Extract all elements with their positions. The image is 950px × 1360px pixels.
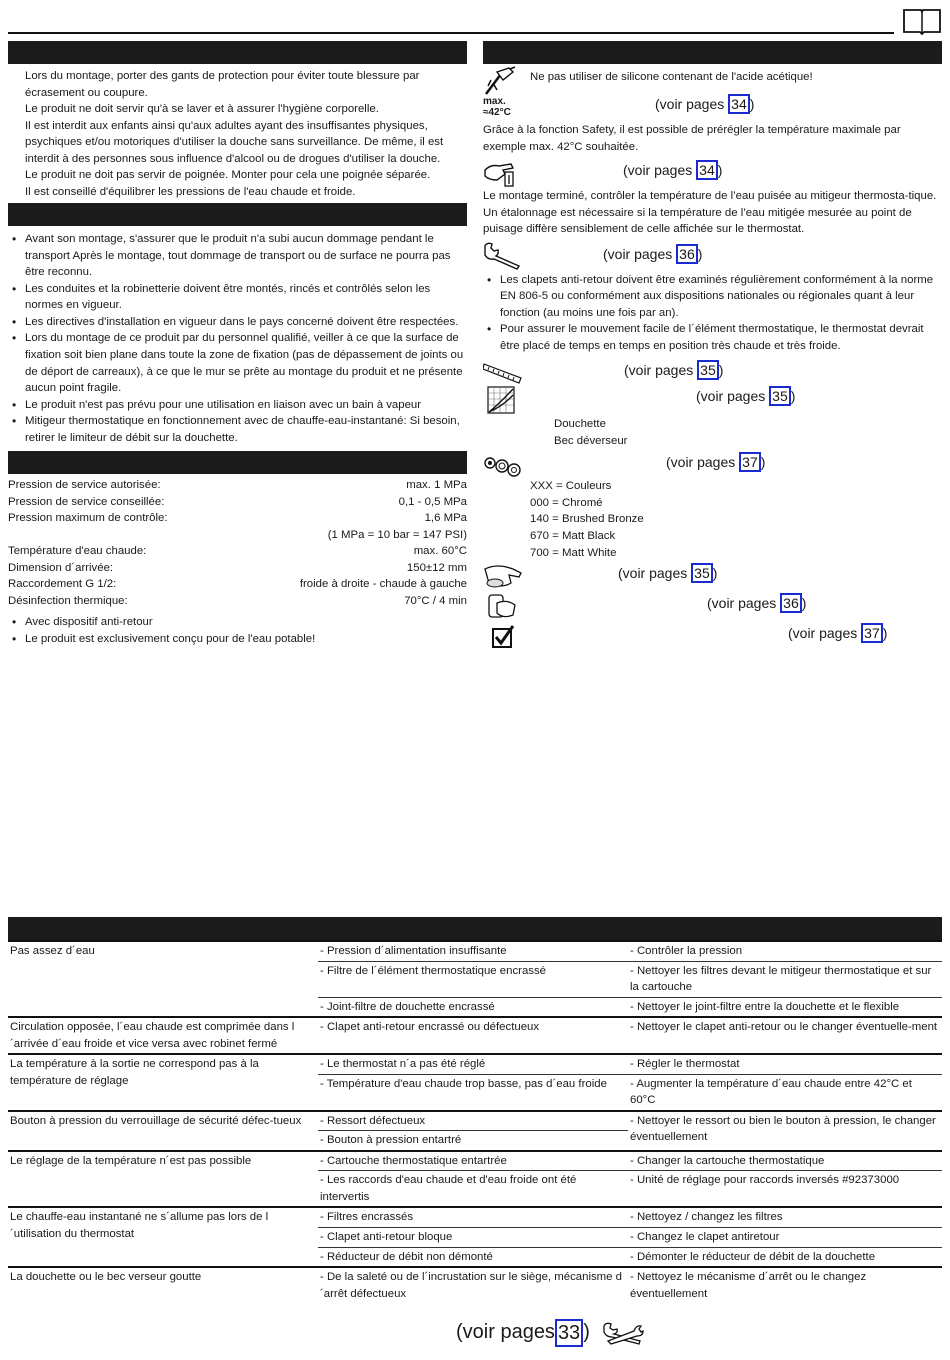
remedy-cell: - Contrôler la pression xyxy=(628,941,942,961)
color-code-row xyxy=(530,495,942,512)
color-code-row xyxy=(530,511,942,528)
color-code: XXX xyxy=(530,480,553,493)
tech-row xyxy=(8,477,467,494)
safety-note: Le produit ne doit servir qu'à se laver et à assurer l'hygiène corporelle. xyxy=(25,103,379,116)
safety-note: Il est conseillé d'équilibrer les pressions de l'eau chaude et froide. xyxy=(25,185,356,198)
silicone-text: Ne pas utiliser de silicone contenant de l'acide acétique! xyxy=(530,71,813,83)
troubleshooting-section xyxy=(8,917,942,1303)
bottom-page-ref[interactable]: (voir pages 33 ) xyxy=(456,1318,644,1347)
flow-ref-row xyxy=(483,390,942,418)
table-row xyxy=(8,941,942,961)
test-ref-row xyxy=(483,623,942,653)
remedy-cell: - Nettoyer le ressort ou bien le bouton à pression, le changer éventuellement xyxy=(628,1111,942,1151)
book-icon xyxy=(902,6,942,36)
fault-cell: La température à la sortie ne correspond pas à la température de réglage xyxy=(8,1054,318,1111)
fault-cell: Le réglage de la température n´est pas possible xyxy=(8,1151,318,1208)
calib-page-ref[interactable]: (voir pages 34 ) xyxy=(623,162,723,179)
technical-data xyxy=(8,477,467,609)
fault-cell: La douchette ou le bec verseur goutte xyxy=(8,1267,318,1303)
tech-label: Désinfection thermique: xyxy=(8,594,128,607)
table-row xyxy=(8,1017,942,1054)
clean-page-ref[interactable]: (voir pages 35 ) xyxy=(618,565,718,582)
tech-value: max. 1 MPa xyxy=(406,479,467,492)
maint-bullet: • Les clapets anti-retour doivent être examinés régulièrement conformément à la norme EN 806-5 ou conformément aux dispositions nationales ou régionales quant à leur fonction (au moins une fois par an). xyxy=(500,272,942,322)
cause-cell: - Filtre de l´élément thermostatique encrassé xyxy=(318,961,628,997)
tech-value: max. 60°C xyxy=(413,545,467,558)
tech-row xyxy=(8,494,467,511)
calib-ref-row xyxy=(483,160,942,188)
color-codes xyxy=(483,478,942,561)
cause-cell: - Le thermostat n´a pas été réglé xyxy=(318,1054,628,1074)
cause-cell: - Clapet anti-retour bloque xyxy=(318,1227,628,1247)
tech-value: froide à droite - chaude à gauche xyxy=(299,578,467,591)
tech-row xyxy=(8,576,467,593)
table-row xyxy=(8,1267,942,1303)
safety-note: Lors du montage, porter des gants de protection pour éviter toute blessure par écrasement ou coupure. xyxy=(25,70,420,99)
equals-sign: = xyxy=(549,546,562,559)
color-code: 140 xyxy=(530,513,550,526)
spare-parts-icon xyxy=(483,454,523,478)
wrench-icon xyxy=(483,242,523,270)
parts-page-ref[interactable]: (voir pages 37 ) xyxy=(666,454,766,471)
flow-items: Douchette Bec déverseur xyxy=(554,418,628,447)
clean-ref-row xyxy=(483,563,942,593)
remedy-cell: - Unité de réglage pour raccords inversés #92373000 xyxy=(628,1171,942,1208)
ruler-icon xyxy=(483,360,523,384)
fault-cell: Circulation opposée, l´eau chaude est comprimée dans l´arrivée d´eau froide et vice versa avec robinet fermé xyxy=(8,1017,318,1054)
silicone-row xyxy=(483,66,942,90)
tech-value: (1 MPa = 10 bar = 147 PSI) xyxy=(327,528,467,541)
tech-value: 150±12 mm xyxy=(406,561,467,574)
safety-ref-row xyxy=(483,94,942,122)
test-page-ref[interactable]: (voir pages 37 ) xyxy=(788,625,888,642)
tech-row xyxy=(8,543,467,560)
installation-note: • Les directives d'installation en vigueur dans le pays concerné doivent être respectées. xyxy=(25,314,467,331)
installation-note: • Le produit n'est pas prévu pour une utilisation en liaison avec un bain à vapeur xyxy=(25,397,467,414)
cause-cell: - Clapet anti-retour encrassé ou défectueux xyxy=(318,1017,628,1054)
troubleshooting-header-bar xyxy=(8,917,942,940)
left-column xyxy=(8,41,467,647)
remedy-cell: - Régler le thermostat xyxy=(628,1054,942,1074)
parts-ref-row xyxy=(483,452,942,478)
operate-page-ref[interactable]: (voir pages 36 ) xyxy=(707,595,807,612)
fault-cell: Bouton à pression du verrouillage de sécurité défec-tueux xyxy=(8,1111,318,1151)
equals-sign: = xyxy=(549,496,562,509)
color-name: Matt Black xyxy=(562,529,616,542)
troubleshooting-table xyxy=(8,940,942,1303)
flow-diagram-icon xyxy=(487,386,515,414)
installation-notes xyxy=(8,231,467,446)
table-row xyxy=(8,1054,942,1074)
remedy-cell: - Nettoyer le joint-filtre entre la douchette et le flexible xyxy=(628,997,942,1017)
installation-note: • Les conduites et la robinetterie doivent être montés, rincés et contrôlés selon les normes en vigueur. xyxy=(25,281,467,314)
remedy-cell: - Changer la cartouche thermostatique xyxy=(628,1151,942,1171)
tech-label: Pression de service autorisée: xyxy=(8,479,161,492)
installation-header-bar xyxy=(8,203,467,226)
color-name: Couleurs xyxy=(565,480,612,493)
tech-label: Raccordement G 1/2: xyxy=(8,578,117,591)
color-code: 700 xyxy=(530,546,550,559)
tech-row xyxy=(8,510,467,527)
installation-note: • Lors du montage de ce produit par du personnel qualifié, veiller à ce que la surface de fixation soit bien plane dans toute la zone de fixation (pas de dépassement de joints ou de déport de carreaux), à ce que le mur se prête au montage du produit et ne présente aucun point fragile. xyxy=(25,330,467,396)
hand-thermometer-icon xyxy=(483,160,517,188)
remedy-cell: - Nettoyer les filtres devant le mitigeur thermostatique et sur la cartouche xyxy=(628,961,942,997)
tech-bullet: • Le produit est exclusivement conçu pour de l'eau potable! xyxy=(25,631,467,648)
safety-page-ref[interactable]: (voir pages 34 ) xyxy=(655,96,755,112)
cause-cell: - Ressort défectueux xyxy=(318,1111,628,1131)
tech-label: Pression maximum de contrôle: xyxy=(8,512,168,525)
tech-label: Pression de service conseillée: xyxy=(8,495,165,508)
header-rule xyxy=(8,32,894,34)
flow-page-ref[interactable]: (voir pages 35 ) xyxy=(696,388,796,405)
color-name: Matt White xyxy=(562,546,617,559)
table-row xyxy=(8,1111,942,1131)
installation-note: • Avant son montage, s'assurer que le produit n'a subi aucun dommage pendant le transport Après le montage, tout dommage de transport ou de surface ne pourra pas être reconnu. xyxy=(25,231,467,281)
tech-value: 1,6 MPa xyxy=(424,512,467,525)
cause-cell: - Pression d´alimentation insuffisante xyxy=(318,941,628,961)
fault-cell: Le chauffe-eau instantané ne s´allume pas lors de l´utilisation du thermostat xyxy=(8,1207,318,1267)
remedy-cell: - Nettoyer le clapet anti-retour ou le changer éventuelle-ment xyxy=(628,1017,942,1054)
remedy-cell: - Nettoyez le mécanisme d´arrêt ou le changez éventuellement xyxy=(628,1267,942,1303)
calib-text: Le montage terminé, contrôler la température de l’eau puisée au mitigeur thermosta-tique. Un étalonnage est nécessaire si la température de l’eau mitigée mesurée au point de puisage diffère sensiblement de celle affichée sur le thermostat. xyxy=(483,190,937,236)
tech-row xyxy=(8,527,467,544)
right-column xyxy=(483,41,942,653)
cause-cell: - Cartouche thermostatique entartrée xyxy=(318,1151,628,1171)
color-name: Brushed Bronze xyxy=(562,513,644,526)
tech-value: 0,1 - 0,5 MPa xyxy=(398,495,467,508)
maint-ref-row xyxy=(483,242,942,272)
remedy-cell: - Démonter le réducteur de débit de la douchette xyxy=(628,1247,942,1267)
tech-label: Température d'eau chaude: xyxy=(8,545,147,558)
table-row xyxy=(8,1207,942,1227)
cause-cell: - De la saleté ou de l´incrustation sur le siège, mécanisme d´arrêt défectueux xyxy=(318,1267,628,1303)
safety-note: Le produit ne doit pas servir de poignée. Monter pour cela une poignée séparée. xyxy=(25,169,431,182)
remedy-cell: - Nettoyez / changez les filtres xyxy=(628,1207,942,1227)
tech-row xyxy=(8,560,467,577)
safety-text: Grâce à la fonction Safety, il est possible de prérégler la température maximale par exemple max. 42°C souhaitée. xyxy=(483,124,901,153)
checkbox-icon xyxy=(491,625,515,649)
maint-bullets xyxy=(483,272,942,355)
table-row xyxy=(8,1151,942,1171)
fault-cell: Pas assez d´eau xyxy=(8,941,318,1017)
cause-cell: - Filtres encrassés xyxy=(318,1207,628,1227)
equals-sign: = xyxy=(552,480,566,493)
equals-sign: = xyxy=(549,513,562,526)
cause-cell: - Joint-filtre de douchette encrassé xyxy=(318,997,628,1017)
max-temp-icon: max. ≈42°C xyxy=(483,96,511,118)
operate-ref-row xyxy=(483,593,942,623)
safety-note: Il est interdit aux enfants ainsi qu'aux adultes ayant des insuffisantes physiques, psychiques et/ou motoriques d'utiliser la douche sans surveillance. De même, il est interdit à des personnes sous influence d'alcool ou de drogues d'utiliser la douche. xyxy=(25,119,444,165)
cause-cell: - Température d'eau chaude trop basse, pas d´eau froide xyxy=(318,1074,628,1111)
remedy-cell: - Augmenter la température d´eau chaude entre 42°C et 60°C xyxy=(628,1074,942,1111)
cleaning-hand-icon xyxy=(483,563,523,591)
color-code-row xyxy=(530,478,942,495)
remedy-cell: - Changez le clapet antiretour xyxy=(628,1227,942,1247)
maint-page-ref[interactable]: (voir pages 36 ) xyxy=(603,245,703,262)
right-header-bar xyxy=(483,41,942,64)
technical-bullets xyxy=(8,614,467,647)
maint-bullet: • Pour assurer le mouvement facile de l´élément thermostatique, le thermostat devrait être placé de temps en temps en position très chaude et très froide. xyxy=(500,321,942,354)
cause-cell: - Les raccords d'eau chaude et d'eau froide ont été intervertis xyxy=(318,1171,628,1208)
cause-cell: - Bouton à pression entartré xyxy=(318,1131,628,1151)
color-code: 000 xyxy=(530,496,550,509)
safety-notes xyxy=(8,68,467,200)
color-code: 670 xyxy=(530,529,550,542)
installation-note: • Mitigeur thermostatique en fonctionnement avec de chauffe-eau-instantané: Si besoin, retirer le limiteur de débit sur la douchette. xyxy=(25,413,467,446)
safety-header-bar xyxy=(8,41,467,64)
color-name: Chromé xyxy=(562,496,603,509)
tech-label: Dimension d´arrivée: xyxy=(8,561,114,574)
tech-value: 70°C / 4 min xyxy=(404,594,467,607)
tech-bullet: • Avec dispositif anti-retour xyxy=(25,614,467,631)
tools-icon xyxy=(602,1321,644,1345)
tech-row xyxy=(8,593,467,610)
technical-header-bar xyxy=(8,451,467,474)
equals-sign: = xyxy=(549,529,562,542)
color-code-row xyxy=(530,528,942,545)
color-code-row xyxy=(530,545,942,562)
dim-page-ref[interactable]: (voir pages 35 ) xyxy=(624,362,724,379)
hand-knob-icon xyxy=(485,593,519,621)
cause-cell: - Réducteur de débit non démonté xyxy=(318,1247,628,1267)
